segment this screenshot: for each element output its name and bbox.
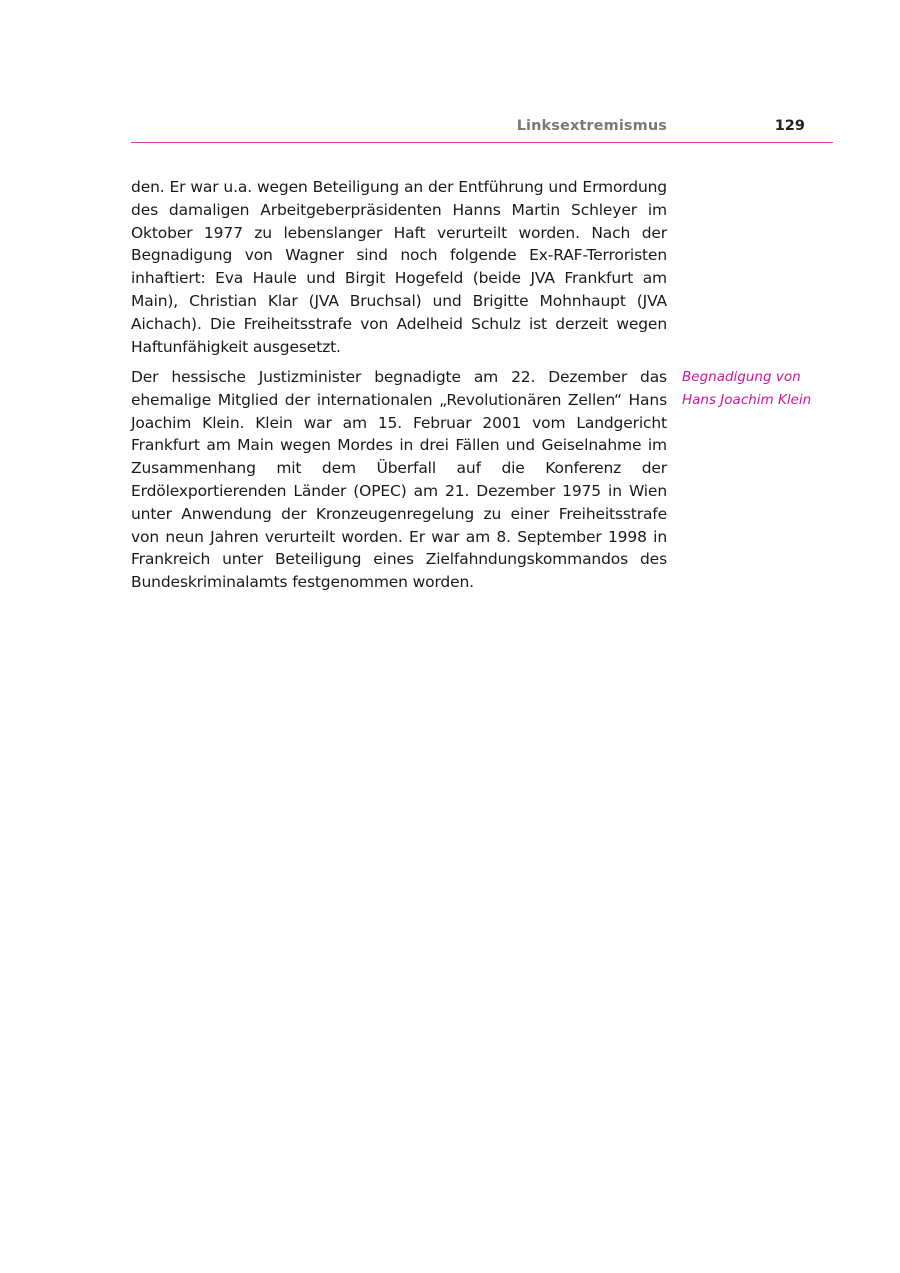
page-number: 129 xyxy=(774,118,805,134)
margin-note-line-2: Hans Joachim Klein xyxy=(682,391,812,408)
running-head xyxy=(131,116,833,143)
section-title: Linksextremismus xyxy=(516,118,667,134)
margin-note-line-1: Begnadigung von xyxy=(682,369,801,385)
margin-note xyxy=(682,366,832,412)
body-paragraph-1: den. Er war u.a. wegen Beteiligung an der Entführung und Ermordung des damaligen Arbeitgeberpräsidenten Hanns Martin Schleyer im Oktober 1977 zu lebenslanger Haft verurteilt worden. Nach der Begnadigung von Wagner sind noch folgende Ex-RAF-Terroristen inhaftiert: Eva Haule und Birgit Hogefeld (beide JVA Frankfurt am Main), Christian Klar (JVA Bruchsal) und Brigitte Mohnhaupt (JVA Aichach). Die Freiheitsstrafe von Adelheid Schulz ist derzeit wegen Haftunfähigkeit ausgesetzt. xyxy=(131,178,667,356)
body-paragraph-2: Der hessische Justizminister begnadigte am 22. Dezember das ehemalige Mitglied der internationalen „Revolutionären Zellen“ Hans Joachim Klein. Klein war am 15. Februar 2001 vom Landgericht Frankfurt am Main wegen Mordes in drei Fällen und Geiselnahme im Zusammenhang mit dem Überfall auf die Konferenz der Erdölexportierenden Länder (OPEC) am 21. Dezember 1975 in Wien unter Anwendung der Kronzeugenregelung zu einer Freiheitsstrafe von neun Jahren verurteilt worden. Er war am 8. September 1998 in Frankreich unter Beteiligung eines Zielfahndungskommandos des Bundeskriminalamts festgenommen worden. xyxy=(131,368,667,592)
